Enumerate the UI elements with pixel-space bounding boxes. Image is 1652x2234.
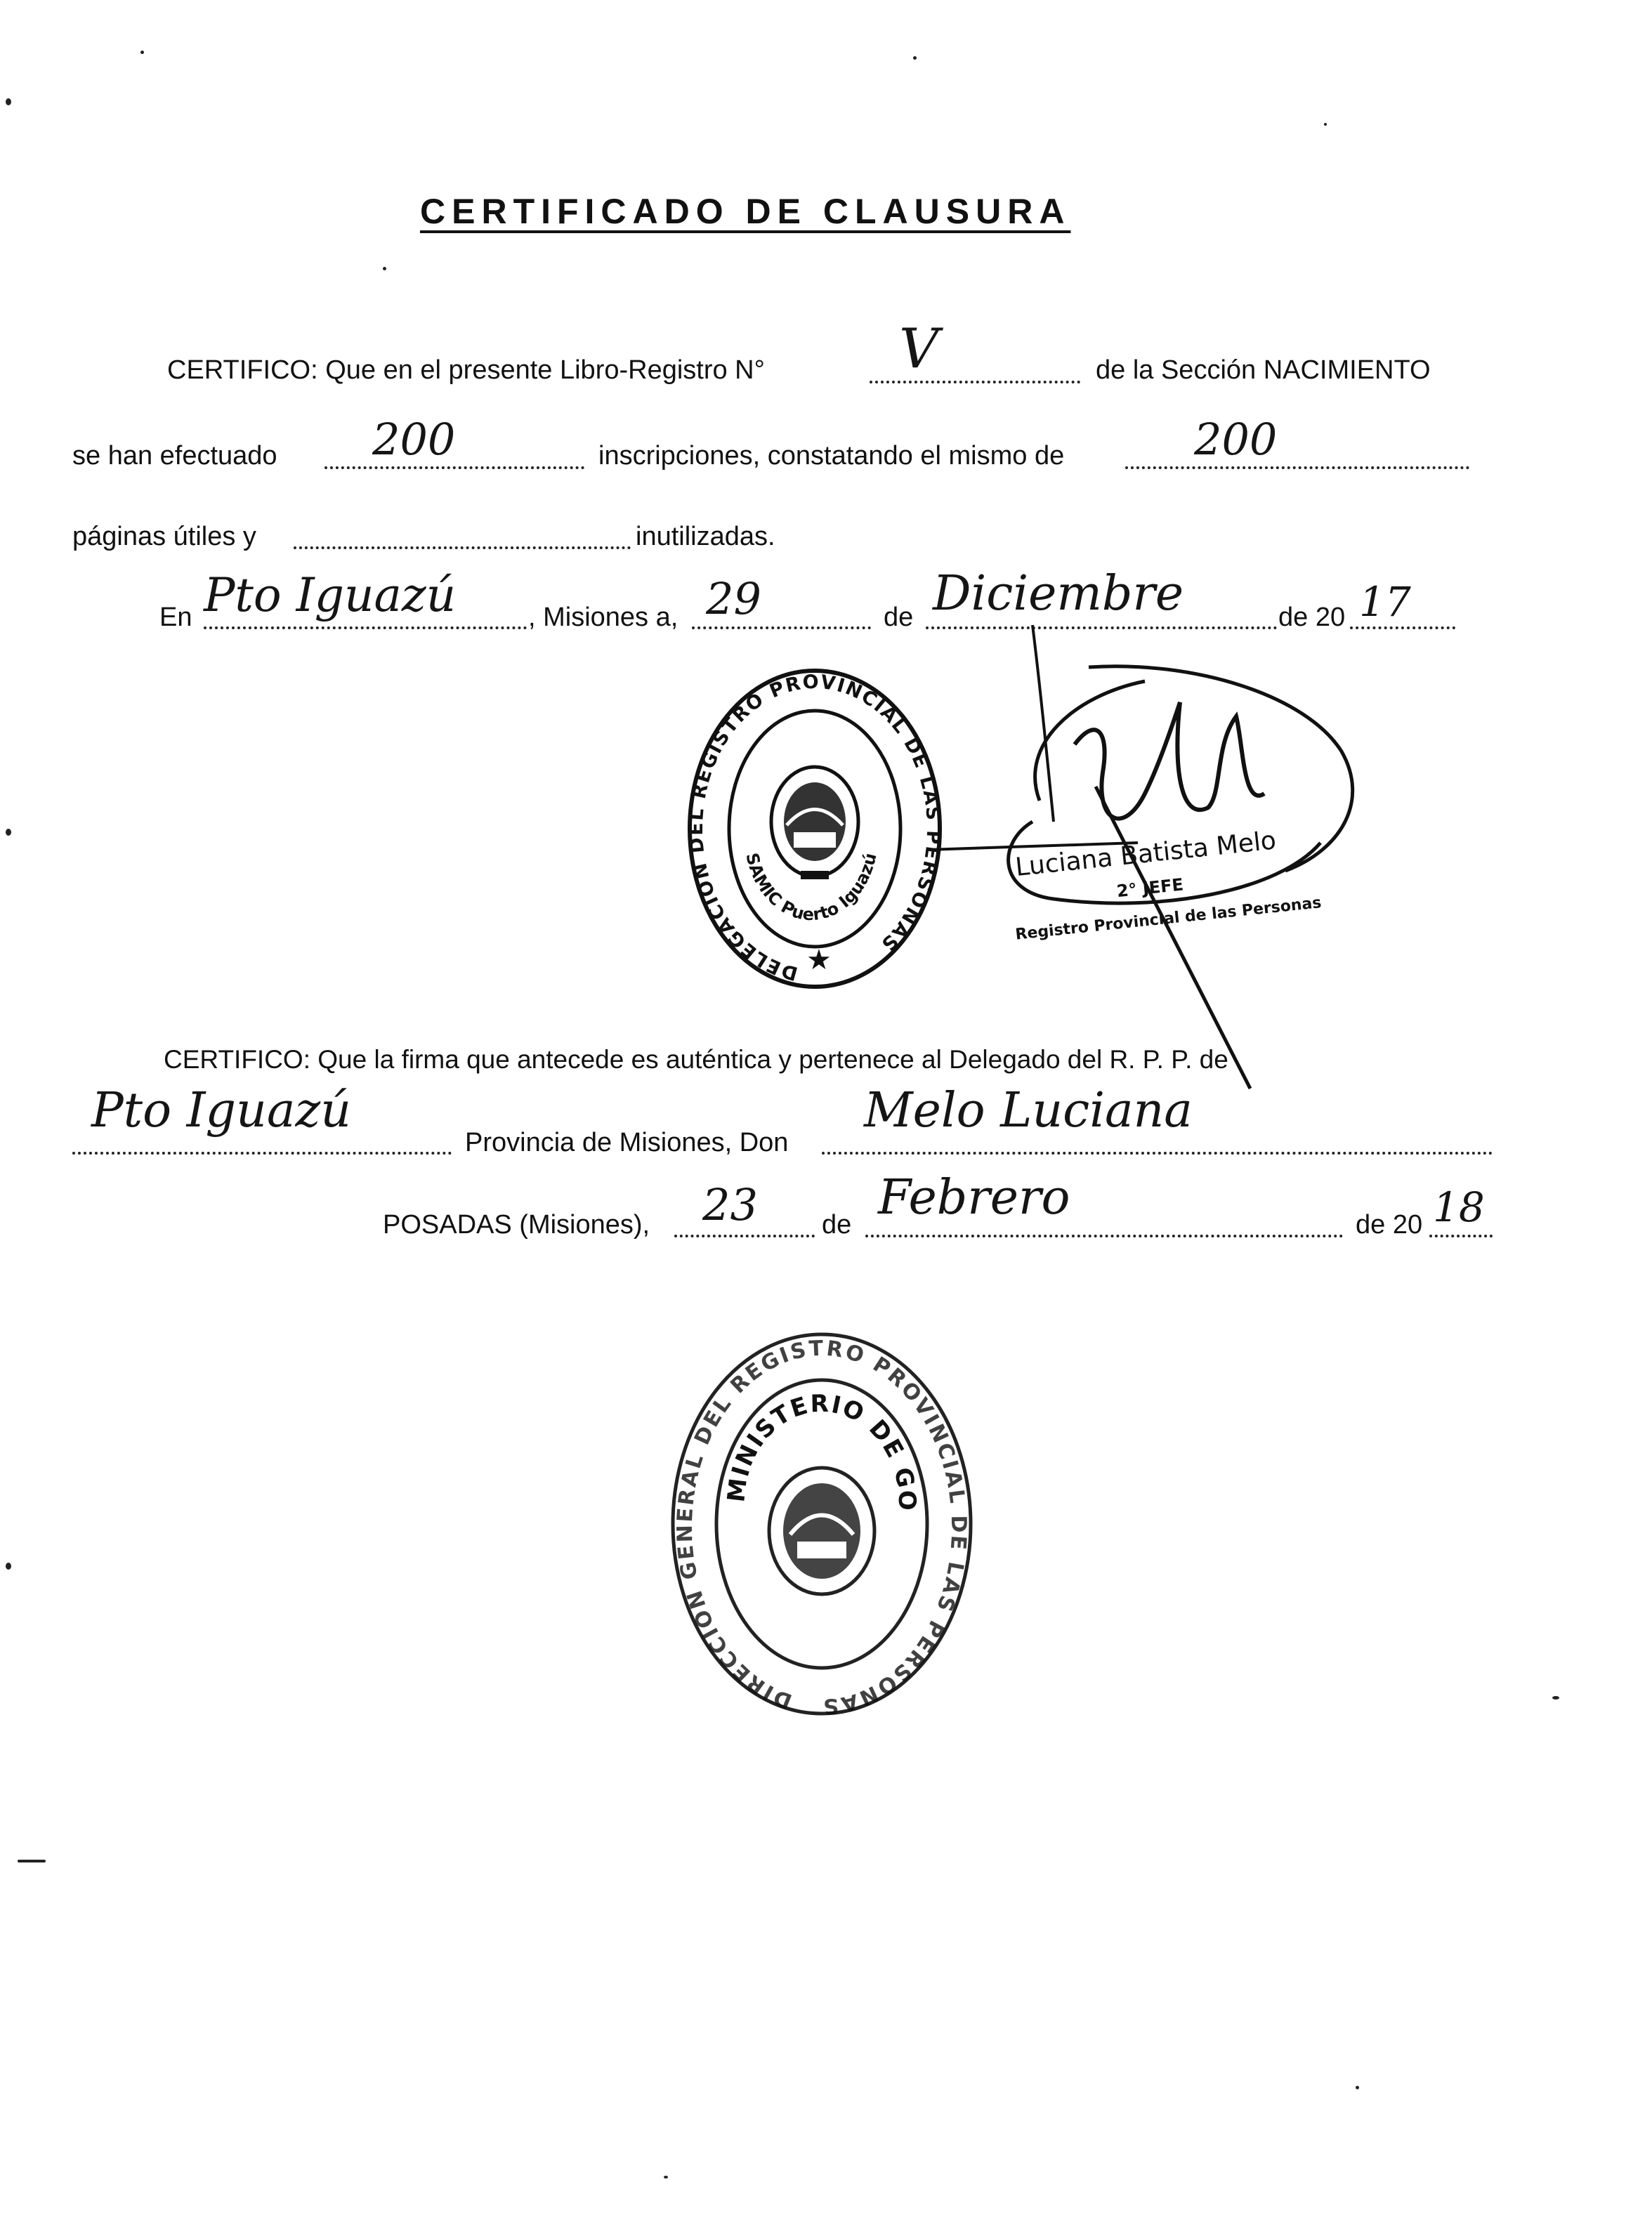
dia-handwritten: 29 xyxy=(706,573,761,624)
cert1-inutilizadas-text: inutilizadas. xyxy=(636,522,775,551)
cert2-lugar-blank xyxy=(72,1152,452,1155)
cert2-lugar-handwritten: Pto Iguazú xyxy=(91,1083,351,1138)
delegacion-stamp xyxy=(681,660,948,997)
cert1-misiones-text: , Misiones a, xyxy=(528,603,678,632)
paginas-blank xyxy=(1125,466,1469,469)
cert2-posadas-text: POSADAS (Misiones), xyxy=(383,1210,650,1240)
scan-speck xyxy=(913,56,917,60)
coat-of-arms-icon xyxy=(771,767,858,879)
stamp1-outer-text: DELEGACION DEL REGISTRO PROVINCIAL DE LAS PERSONAS xyxy=(686,671,945,985)
cert1-de20-text: de 20 xyxy=(1278,603,1346,632)
document-title: CERTIFICADO DE CLAUSURA xyxy=(420,192,1071,231)
lugar-handwritten: Pto Iguazú xyxy=(204,568,457,622)
paginas-handwritten: 200 xyxy=(1194,414,1278,465)
cert1-line1-text: CERTIFICO: Que en el presente Libro-Registro N° xyxy=(167,355,765,385)
scan-speck xyxy=(1324,123,1327,126)
cert2-provincia-text: Provincia de Misiones, Don xyxy=(465,1128,789,1157)
scan-speck xyxy=(6,1563,11,1570)
stamp2-inner-text: MINISTERIO DE GOBIERNO xyxy=(656,1306,922,1513)
scan-speck xyxy=(6,98,11,105)
scan-speck xyxy=(140,51,144,54)
inscripciones-handwritten: 200 xyxy=(372,414,456,465)
stamp2-outer-text: DIRECCION GENERAL DEL REGISTRO PROVINCIAL DE LAS PERSONAS xyxy=(672,1336,971,1719)
stamp1-inner-text: SAMIC Puerto Iguazú xyxy=(742,850,881,925)
cert2-de-text: de xyxy=(822,1210,852,1240)
cert2-anio-blank xyxy=(1429,1235,1493,1237)
cert2-don-blank xyxy=(822,1152,1493,1155)
cert1-seccion-text: de la Sección NACIMIENTO xyxy=(1096,355,1431,385)
cert2-mes-handwritten: Febrero xyxy=(878,1170,1070,1226)
cert2-dia-handwritten: 23 xyxy=(702,1179,758,1230)
mes-handwritten: Diciembre xyxy=(933,566,1184,622)
cert1-de-text: de xyxy=(884,603,914,632)
signature-caption-1 xyxy=(1011,826,1323,952)
signature1-role: 2° JEFE xyxy=(1115,874,1185,902)
scan-speck xyxy=(383,267,386,270)
libro-number-handwritten: V xyxy=(899,317,939,381)
cert1-en-text: En xyxy=(159,603,192,632)
cert2-anio-handwritten: 18 xyxy=(1433,1183,1485,1231)
inutilizadas-blank xyxy=(294,546,631,549)
scan-speck xyxy=(18,1860,46,1862)
anio-handwritten: 17 xyxy=(1359,578,1411,626)
scan-speck xyxy=(1552,1696,1559,1700)
scan-speck xyxy=(664,2176,668,2179)
cert1-line3-text: páginas útiles y xyxy=(72,522,256,551)
ministerio-stamp xyxy=(656,1306,976,1721)
signature1-org: Registro Provincial de las Personas xyxy=(1014,894,1323,944)
inscripciones-blank xyxy=(324,466,584,469)
cert2-de20-text: de 20 xyxy=(1356,1210,1423,1240)
cert1-constatando-text: inscripciones, constatando el mismo de xyxy=(598,441,1065,471)
stamp1-star-icon: ★ xyxy=(806,944,832,976)
cert2-don-handwritten: Melo Luciana xyxy=(864,1083,1193,1138)
coat-of-arms-icon xyxy=(769,1468,874,1594)
cert1-line2-text: se han efectuado xyxy=(72,441,277,471)
signature1-name: Luciana Batista Melo xyxy=(1014,826,1278,883)
libro-number-blank xyxy=(870,381,1080,383)
scan-speck xyxy=(1356,2086,1359,2089)
cert2-mes-blank xyxy=(865,1235,1343,1237)
scan-speck xyxy=(6,829,11,836)
lugar-blank xyxy=(204,626,527,629)
svg-text:SAMIC Puerto Iguazú xyxy=(742,851,880,925)
dia-blank xyxy=(692,626,871,629)
cert2-dia-blank xyxy=(674,1235,815,1237)
cert2-line1-text: CERTIFICO: Que la firma que antecede es auténtica y pertenece al Delegado del R. P. P. de xyxy=(164,1045,1228,1074)
